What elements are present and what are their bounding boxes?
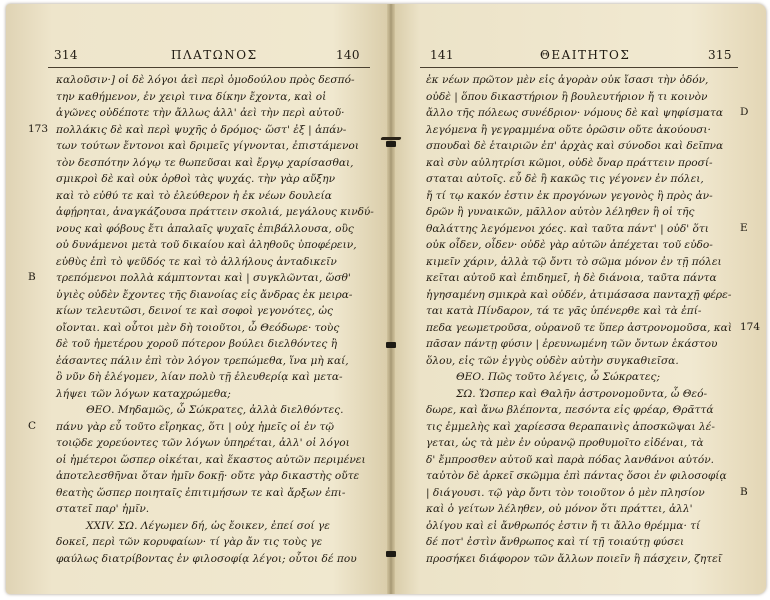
text-line: οὐκ οἶδεν, οἶδεν· οὐδὲ γὰρ αὐτῶν ἀπέχεται τοῦ εὐδο- <box>426 239 713 251</box>
text-line: καὶ σὺν αὐλητρίσι κῶμοι, οὐδὲ ὄναρ πράττειν προσί- <box>426 156 713 169</box>
right-text-block <box>426 72 738 567</box>
text-line: κιμεῖν χάριν, ἀλλὰ τῷ ὄντι τὸ σῶμα μόνον ἐν τῇ πόλει <box>426 255 722 268</box>
text-line: ὅλου, εἰς τῶν ἐγγὺς οὐδὲν αὑτὴν συγκαθιεῖσα. <box>426 354 679 367</box>
open-book <box>6 4 766 594</box>
left-section-number: 140 <box>336 48 360 62</box>
text-line: σμικροὶ δὲ καὶ οὐκ ὀρθοὶ τὰς ψυχάς. τὴν γὰρ αὔξην <box>56 173 336 185</box>
text-line: θεατὴς ὥσπερ ποιηταῖς ἐπιτιμήσων τε καὶ ἄρξων ἐπι- <box>56 486 346 499</box>
text-line: ἐάσαντες πάλιν ἐπὶ τὸν λόγον τρεπώμεθα, ἵνα μὴ καί, <box>56 354 349 367</box>
binding-stitch <box>386 141 396 147</box>
text-line: πολλάκις δὲ καὶ περὶ ψυχῆς ὁ δρόμος· ὥστ' ἐξ | ἁπάν- <box>56 123 347 136</box>
margin-reference: B <box>28 271 36 283</box>
text-line: δὲ τοῦ ἡμετέρου χοροῦ πότερον βούλει διελθόντες ἢ <box>56 338 338 350</box>
text-line: ται κατὰ Πίνδαρον, τά τε γᾶς ὑπένερθε καὶ τὰ ἐπί- <box>426 305 702 317</box>
text-line: σπουδαὶ δὲ ἑταιριῶν ἐπ' ἀρχὰς καὶ σύνοδοι καὶ δεῖπνα <box>426 140 724 152</box>
text-line: τρεπόμενοι πολλὰ κάμπτονται καὶ | συγκλῶνται, ὥσθ' <box>56 272 351 284</box>
left-page-number: 314 <box>54 48 78 62</box>
binding-thread <box>380 137 401 140</box>
text-line: δέ ποτ' ἐστὶν ἄνθρωπος καὶ τί τῇ τοιαύτῃ φύσει <box>426 536 685 548</box>
text-line: καὶ ὁ γείτων λέληθεν, οὐ μόνον ὅτι πράττει, ἀλλ' <box>426 503 693 515</box>
text-line: λεγόμενα ἢ γεγραμμένα οὔτε ὁρῶσιν οὔτε ἀκούουσι· <box>426 123 711 136</box>
left-header-rule <box>48 67 370 68</box>
text-line: των τούτων ἔντονοι καὶ δριμεῖς γίγνονται, ἐπιστάμενοι <box>56 140 359 152</box>
text-line: δρῶν ἢ γυναικῶν, μᾶλλον αὐτὸν λέληθεν ἢ οἱ τῆς <box>426 206 695 218</box>
text-line: ΘΕΟ. Πῶς τοῦτο λέγεις, ὦ Σώκρατες; <box>456 371 661 383</box>
text-line: γεται, ὡς τὰ μὲν ἐν οὐρανῷ προθυμοῖτο εἰδέναι, τὰ <box>426 437 704 449</box>
text-line: ἤ τί τῳ κακόν ἐστιν ἐκ προγόνων γεγονὸς ἢ πρὸς ἀν- <box>426 189 713 202</box>
text-line: κίων τελευτῶσι, δεινοί τε καὶ σοφοὶ γεγονότες, ὡς <box>56 305 333 317</box>
right-page-number: 315 <box>708 48 732 62</box>
text-line: οὐ δυνάμενοι μετὰ τοῦ δικαίου καὶ ἀληθοῦς ὑποφέρειν, <box>56 239 357 251</box>
text-line: την καθήμενον, ἐν χειρὶ τινα δίκην ἔχοντα, καὶ οἱ <box>56 90 327 103</box>
binding-stitch <box>386 342 396 348</box>
text-line: σταται αὐτοῖς. εὖ δὲ ἢ κακῶς τις γέγονεν ἐν πόλει, <box>426 173 704 185</box>
binding-stitch <box>386 551 396 557</box>
text-line: οἴονται. καὶ οὗτοι μὲν δὴ τοιοῦτοι, ὦ Θεόδωρε· τοὺς <box>56 321 340 334</box>
text-line: φαύλως διατρίβοντας ἐν φιλοσοφίᾳ λέγοι; οὗτοι δέ που <box>56 552 357 565</box>
text-line: προσήκει διάφορον τῶν ἄλλων ποιεῖν ἢ πάσχειν, ζητεῖ <box>426 552 722 565</box>
left-text-block <box>56 72 374 567</box>
text-line: θαλάττης λεγόμενοι χόες. καὶ ταῦτα πάντ' | οὐδ' ὅτι <box>426 222 709 235</box>
text-line: πᾶσαν πάντῃ φύσιν | ἐρευνωμένη τῶν ὄντων ἑκάστου <box>426 338 718 350</box>
text-line: τοιῷδε χορεύοντες τῶν λόγων ὑπηρέται, ἀλλ' οἱ λόγοι <box>56 437 350 449</box>
text-line: δοκεῖ, περὶ τῶν κορυφαίων· τί γὰρ ἄν τις τοὺς γε <box>56 536 323 548</box>
text-line: ΣΩ. Ὥσπερ καὶ Θαλῆν ἀστρονομοῦντα, ὦ Θεό- <box>456 387 708 400</box>
margin-reference: D <box>740 106 749 118</box>
text-line: ταὐτὸν δὲ ἀρκεῖ σκῶμμα ἐπὶ πάντας ὅσοι ἐν φιλοσοφίᾳ <box>426 470 727 482</box>
margin-reference: 173 <box>28 122 49 135</box>
text-line: ΘΕΟ. Μηδαμῶς, ὦ Σώκρατες, ἀλλὰ διελθόντες. <box>86 404 344 416</box>
text-line: ἀγῶνες οὐδέποτε τὴν ἄλλως ἀλλ' ἀεὶ τὴν περὶ αὐτοῦ· <box>56 107 345 119</box>
right-header-rule <box>420 67 738 68</box>
text-line: ὃ νῦν δὴ ἐλέγομεν, λίαν πολὺ τῇ ἐλευθερίᾳ καὶ μετα- <box>56 371 343 383</box>
text-line: τις ἐμμελὴς καὶ χαρίεσσα θεραπαινὶς ἀποσκῶψαι λέ- <box>426 420 715 433</box>
text-line: ἐκ νέων πρῶτον μὲν εἰς ἀγορὰν οὐκ ἴσασι τὴν ὁδόν, <box>426 74 709 86</box>
text-line: δ' ἔμπροσθεν αὐτοῦ καὶ παρὰ πόδας λανθάνοι αὐτόν. <box>426 453 715 466</box>
text-line: οἱ ἡμέτεροι ὥσπερ οἰκέται, καὶ ἕκαστος αὐτῶν περιμένει <box>56 453 366 466</box>
text-line: ἄλλο τῆς πόλεως συνέδριον· νόμους δὲ καὶ ψηφίσματα <box>426 107 724 119</box>
text-line: τὸν δεσπότην λόγῳ τε θωπεῦσαι καὶ ἔργῳ χαρίσασθαι, <box>56 156 354 169</box>
text-line: ὑγιὲς οὐδὲν ἔχοντες τῆς διανοίας εἰς ἄνδρας ἐκ μειρα- <box>56 288 353 301</box>
text-line: πεδα γεωμετροῦσα, οὐρανοῦ τε ὕπερ ἀστρονομοῦσα, καὶ <box>426 321 732 334</box>
right-running-title: ΘΕΑΙΤΗΤΟΣ <box>540 48 631 62</box>
text-line: ἀφῄρηται, ἀναγκάζουσα πράττειν σκολιά, μεγάλους κινδύ- <box>56 206 374 218</box>
margin-reference: E <box>740 221 748 234</box>
text-line: οὐδὲ | ὅπου δικαστήριον ἢ βουλευτήριον ἤ τι κοινὸν <box>426 90 708 103</box>
right-page <box>390 4 766 594</box>
text-line: στατεῖ παρ' ἡμῖν. <box>56 503 150 515</box>
text-line: καλοῦσιν·] οἱ δὲ λόγοι ἀεὶ περὶ ὁμοδούλου πρὸς δεσπό- <box>56 74 355 86</box>
text-line: XXIV. ΣΩ. Λέγωμεν δή, ὡς ἔοικεν, ἐπεί σοί γε <box>86 519 330 532</box>
left-running-title: ΠΛΑΤΩΝΟΣ <box>171 48 258 62</box>
text-line: κεῖται αὐτοῦ καὶ ἐπιδημεῖ, ἡ δὲ διάνοια, ταῦτα πάντα <box>426 272 717 284</box>
text-line: λήψει τῶν λόγων καταχρώμεθα; <box>56 387 231 400</box>
text-line: δωρε, καὶ ἄνω βλέποντα, πεσόντα εἰς φρέαρ, Θρᾶττά <box>426 404 714 416</box>
text-line: ὀλίγου καὶ εἰ ἄνθρωπός ἐστιν ἤ τι ἄλλο θρέμμα· τί <box>426 519 701 532</box>
margin-reference: B <box>740 485 748 498</box>
right-section-number: 141 <box>430 48 454 62</box>
text-line: ἡγησαμένη σμικρὰ καὶ οὐδέν, ἀτιμάσασα πανταχῇ φέρε- <box>426 288 732 301</box>
margin-reference: 174 <box>740 320 761 333</box>
text-line: εὐθὺς ἐπὶ τὸ ψεῦδός τε καὶ τὸ ἀλλήλους ἀνταδικεῖν <box>56 255 337 268</box>
text-line: ἀποτελεσθῆναι ὅταν ἡμῖν δοκῇ· οὔτε γὰρ δικαστὴς οὔτε <box>56 470 360 482</box>
book-gutter <box>387 4 395 594</box>
text-line: καὶ τὸ εὐθύ τε καὶ τὸ ἐλεύθερον ἡ ἐκ νέων δουλεία <box>56 189 332 202</box>
text-line: | διάγουσι. τῷ γὰρ ὄντι τὸν τοιοῦτον ὁ μὲν πλησίον <box>426 486 705 499</box>
left-page <box>6 4 390 594</box>
text-line: νους καὶ φόβους ἔτι ἁπαλαῖς ψυχαῖς ἐπιβάλλουσα, οὓς <box>56 222 354 235</box>
margin-reference: C <box>28 419 37 432</box>
text-line: πάνυ γὰρ εὖ τοῦτο εἴρηκας, ὅτι | οὐχ ἡμεῖς οἱ ἐν τῷ <box>56 420 334 433</box>
